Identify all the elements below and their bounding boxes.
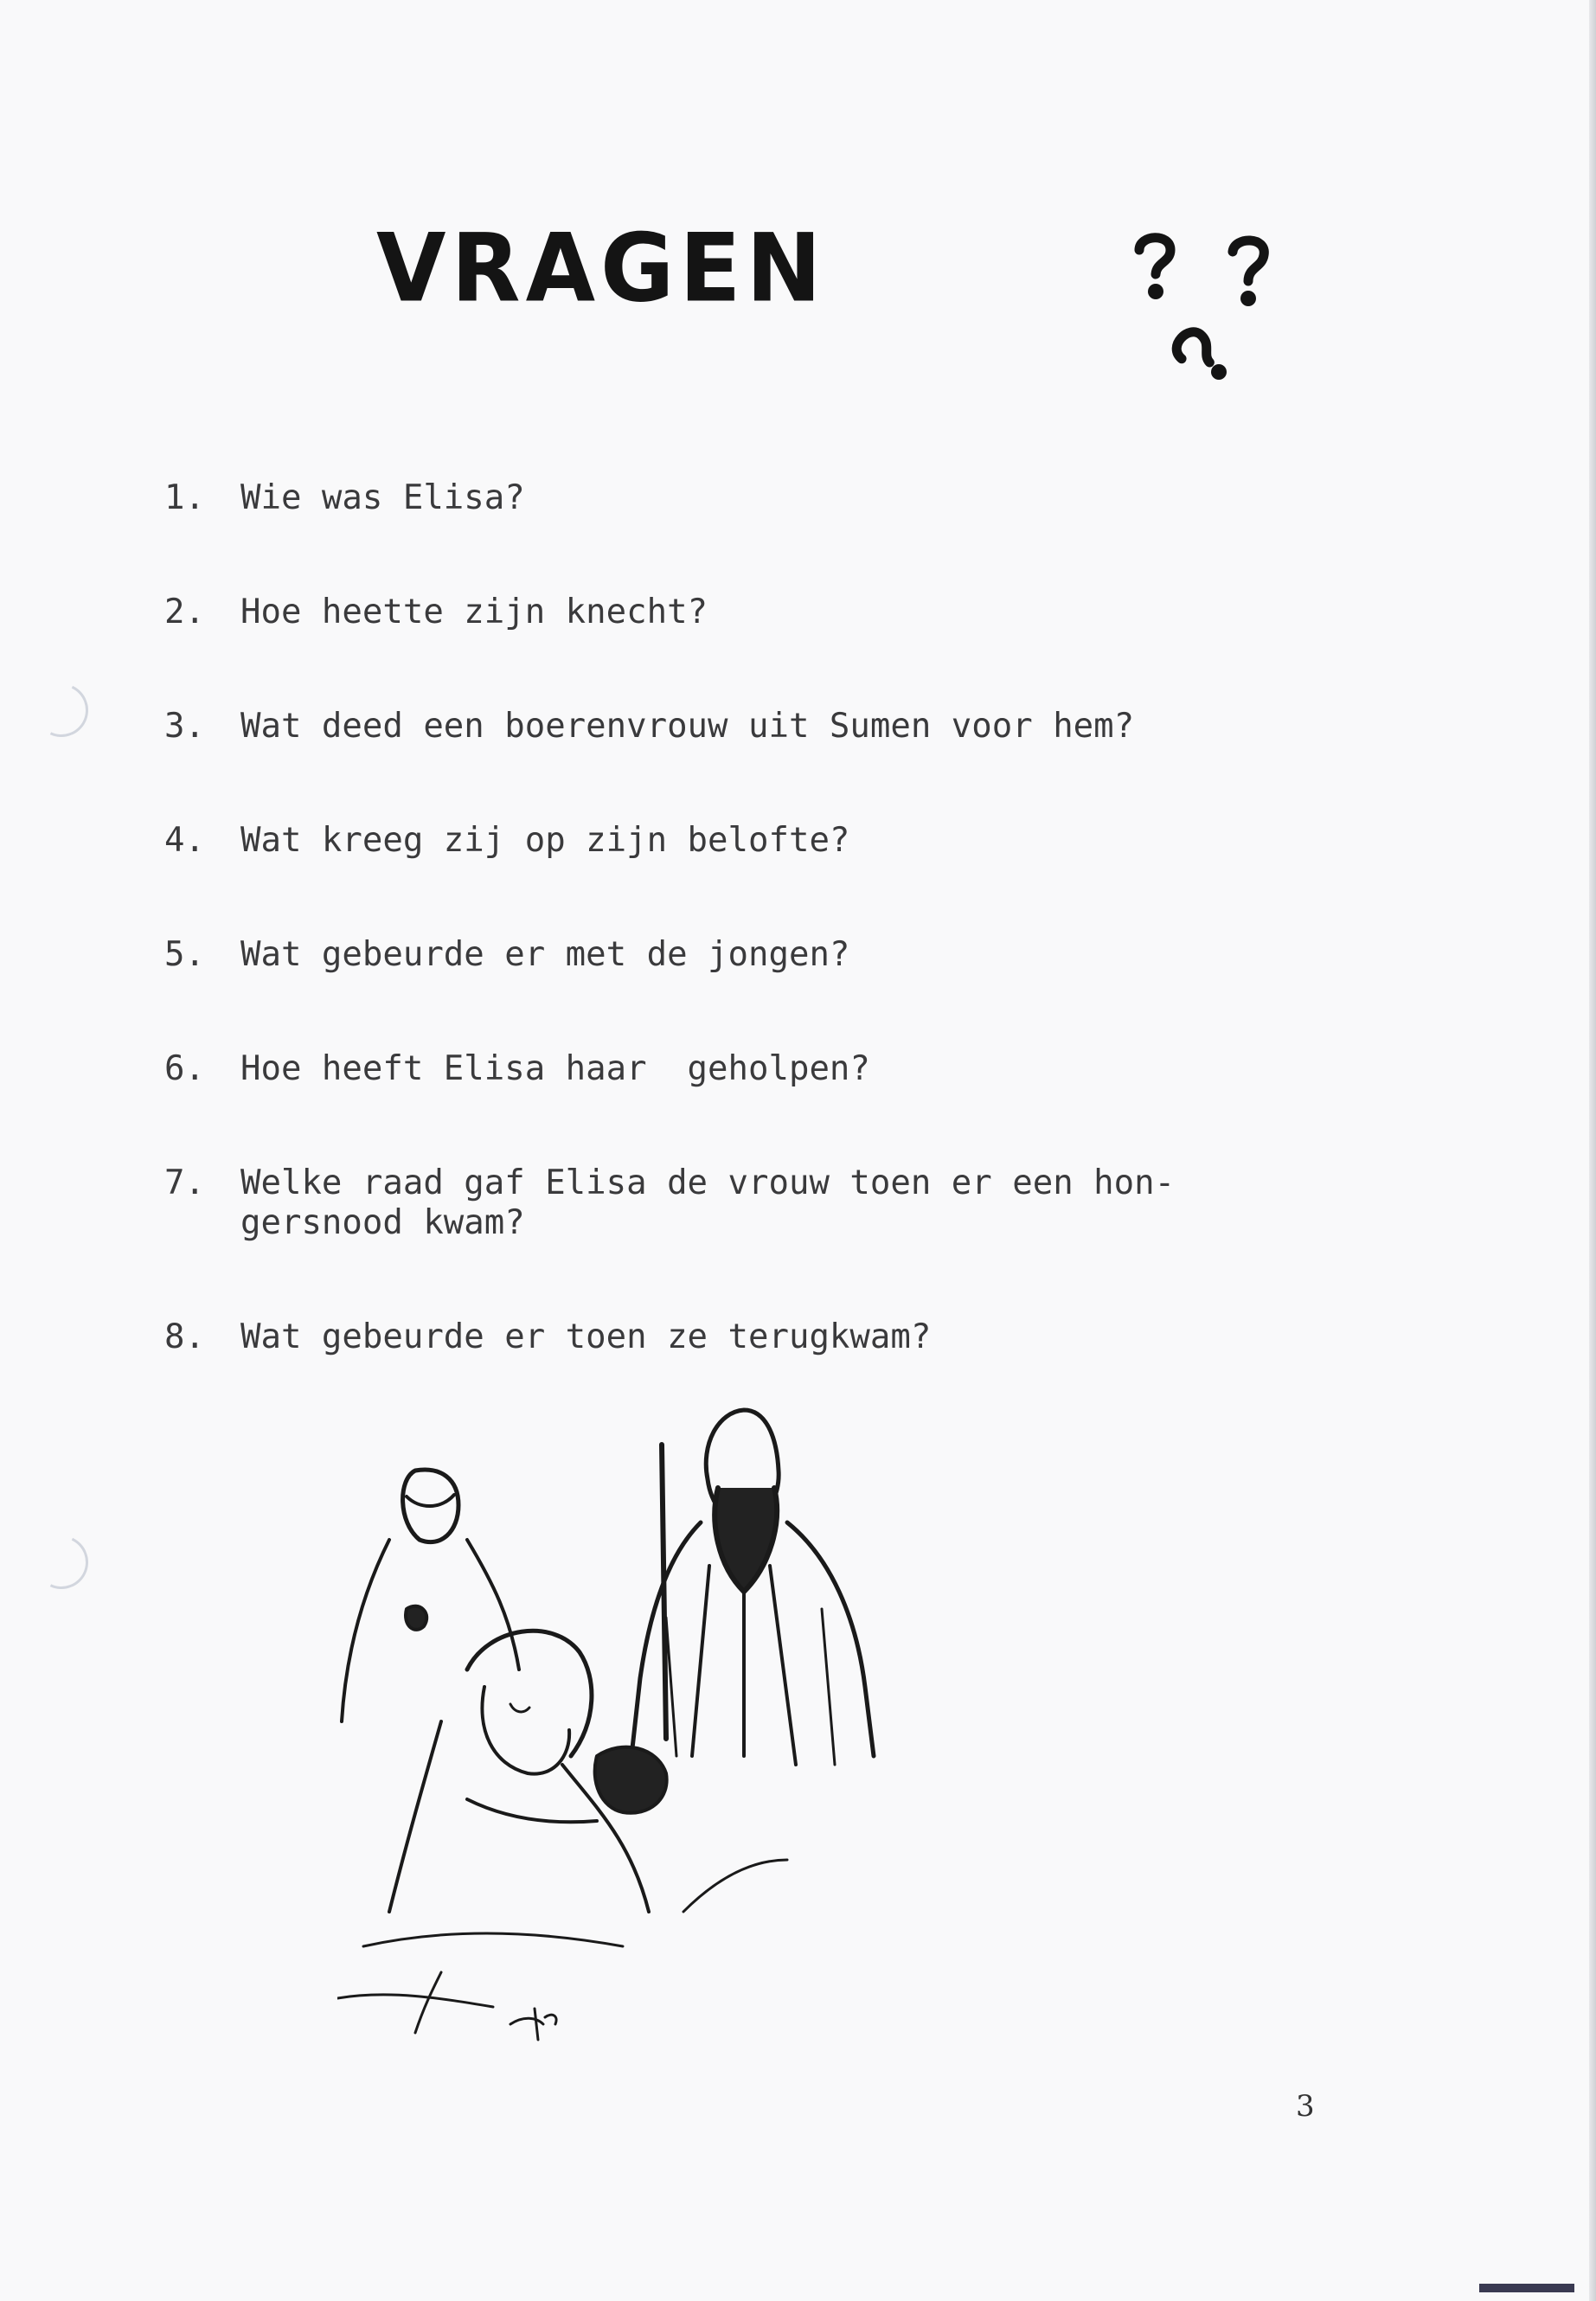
question-number: 1. <box>164 478 205 517</box>
question-number: 2. <box>164 593 205 631</box>
question-text: Hoe heette zijn knecht? <box>240 593 708 631</box>
question-item <box>164 593 1375 632</box>
question-item <box>164 478 1375 518</box>
question-item <box>164 1049 1375 1089</box>
page-title: VRAGEN <box>376 212 827 324</box>
question-number: 3. <box>164 707 205 746</box>
question-item <box>164 821 1375 861</box>
question-item <box>164 1317 1375 1357</box>
question-list <box>164 478 1375 1432</box>
page-edge-shadow <box>1589 0 1596 2301</box>
question-number: 4. <box>164 821 205 860</box>
question-text: Wat kreeg zij op zijn belofte? <box>240 821 850 860</box>
binder-hole-bottom <box>27 1528 95 1596</box>
question-text: Welke raad gaf Elisa de vrouw toen er een hon- gersnood kwam? <box>240 1163 1176 1242</box>
question-item <box>164 707 1375 747</box>
question-item <box>164 1163 1375 1243</box>
question-number: 6. <box>164 1049 205 1088</box>
elisa-illustration <box>337 1393 943 2050</box>
question-text: Wie was Elisa? <box>240 478 525 517</box>
binder-hole-top <box>27 676 95 744</box>
question-text: Wat deed een boerenvrouw uit Sumen voor hem? <box>240 707 1135 746</box>
question-number: 7. <box>164 1163 205 1202</box>
question-text: Hoe heeft Elisa haar geholpen? <box>240 1049 870 1088</box>
scan-edge-mark <box>1479 2284 1574 2292</box>
question-number: 5. <box>164 935 205 974</box>
page-number: 3 <box>1296 2089 1315 2124</box>
question-text: Wat gebeurde er toen ze terugkwam? <box>240 1317 932 1356</box>
question-item <box>164 935 1375 975</box>
question-number: 8. <box>164 1317 205 1356</box>
question-marks-icon <box>1129 229 1302 394</box>
question-text: Wat gebeurde er met de jongen? <box>240 935 850 974</box>
